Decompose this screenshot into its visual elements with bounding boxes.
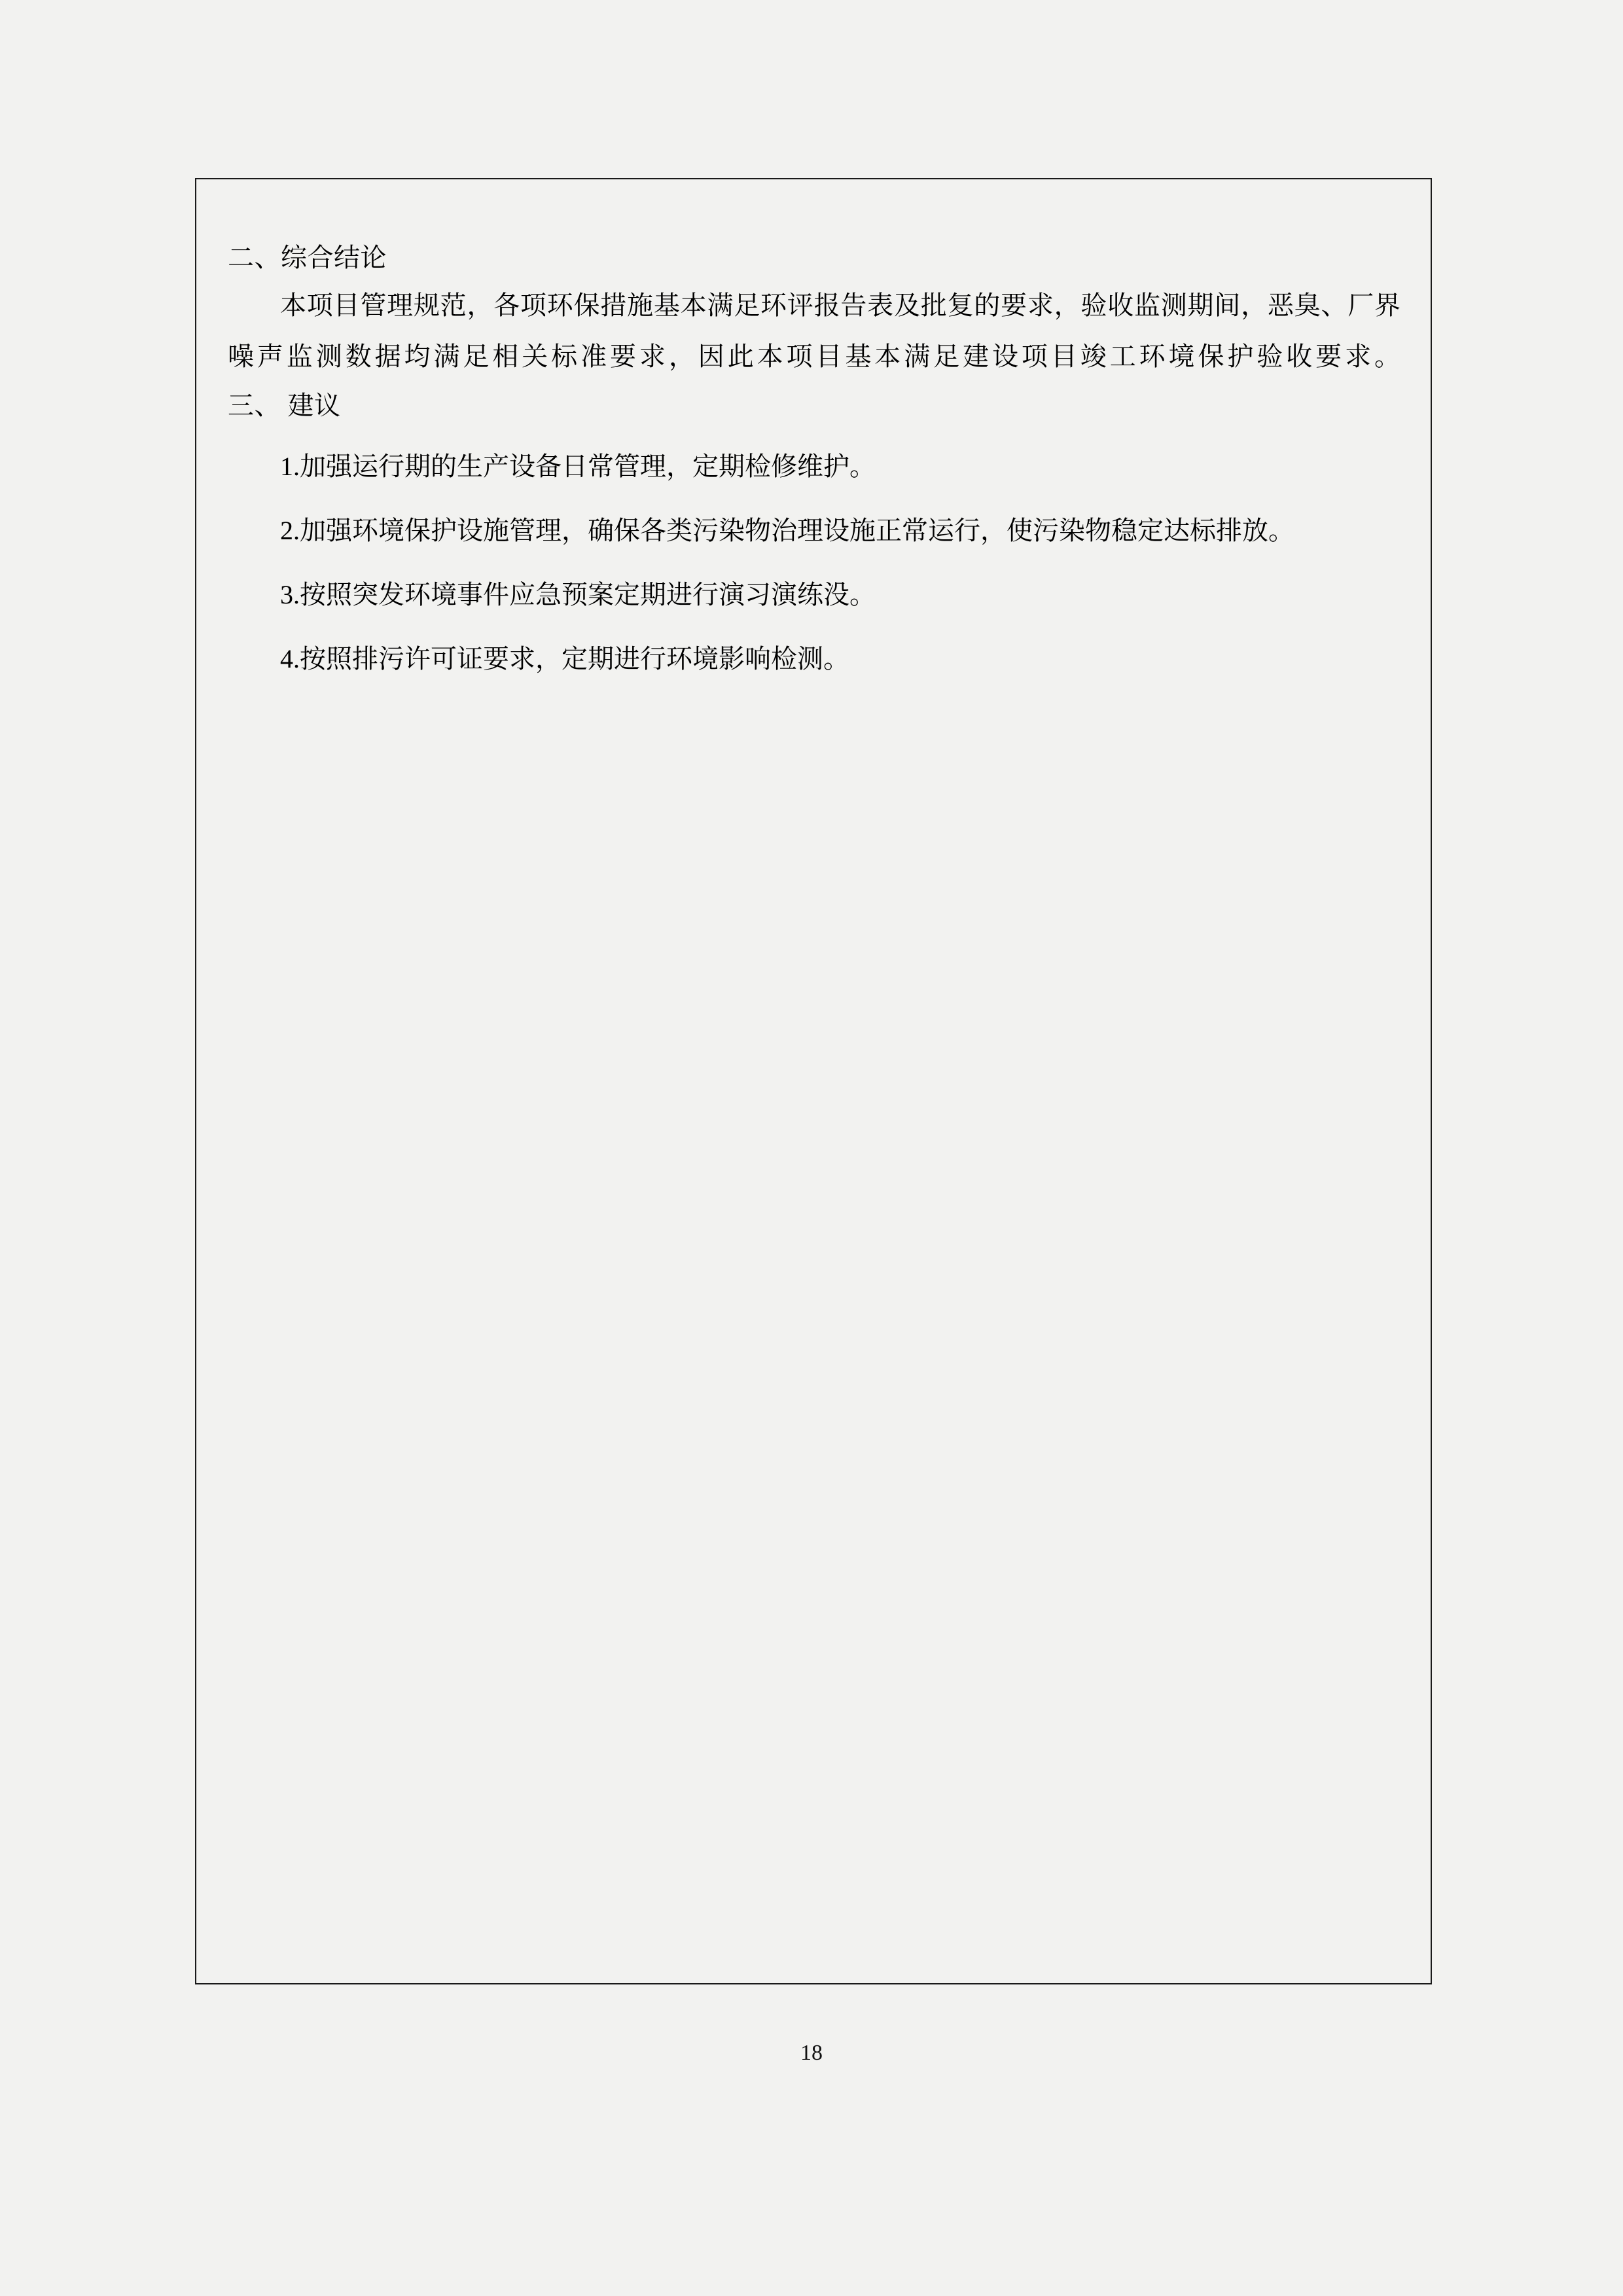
document-body [228,238,1404,691]
section-heading-suggestions: 三、 建议 [228,391,341,420]
page-number: 18 [800,2041,823,2065]
content-frame [195,178,1432,1984]
section-heading-conclusion: 二、综合结论 [228,243,387,272]
list-item: 1.加强运行期的生产设备日常管理，定期检修维护。 [280,452,876,481]
list-item: 4.按照排污许可证要求，定期进行环境影响检测。 [280,644,849,673]
conclusion-paragraph: 本项目管理规范，各项环保措施基本满足环评报告表及批复的要求，验收监测期间，恶臭、厂界噪声监测数据均满足相关标准要求，因此本项目基本满足建设项目竣工环境保护验收要求。 [228,291,1400,371]
list-item: 3.按照突发环境事件应急预案定期进行演习演练没。 [280,580,876,609]
spacer [228,428,1404,435]
list-item: 2.加强环境保护设施管理，确保各类污染物治理设施正常运行，使污染物稳定达标排放。 [280,516,1294,545]
